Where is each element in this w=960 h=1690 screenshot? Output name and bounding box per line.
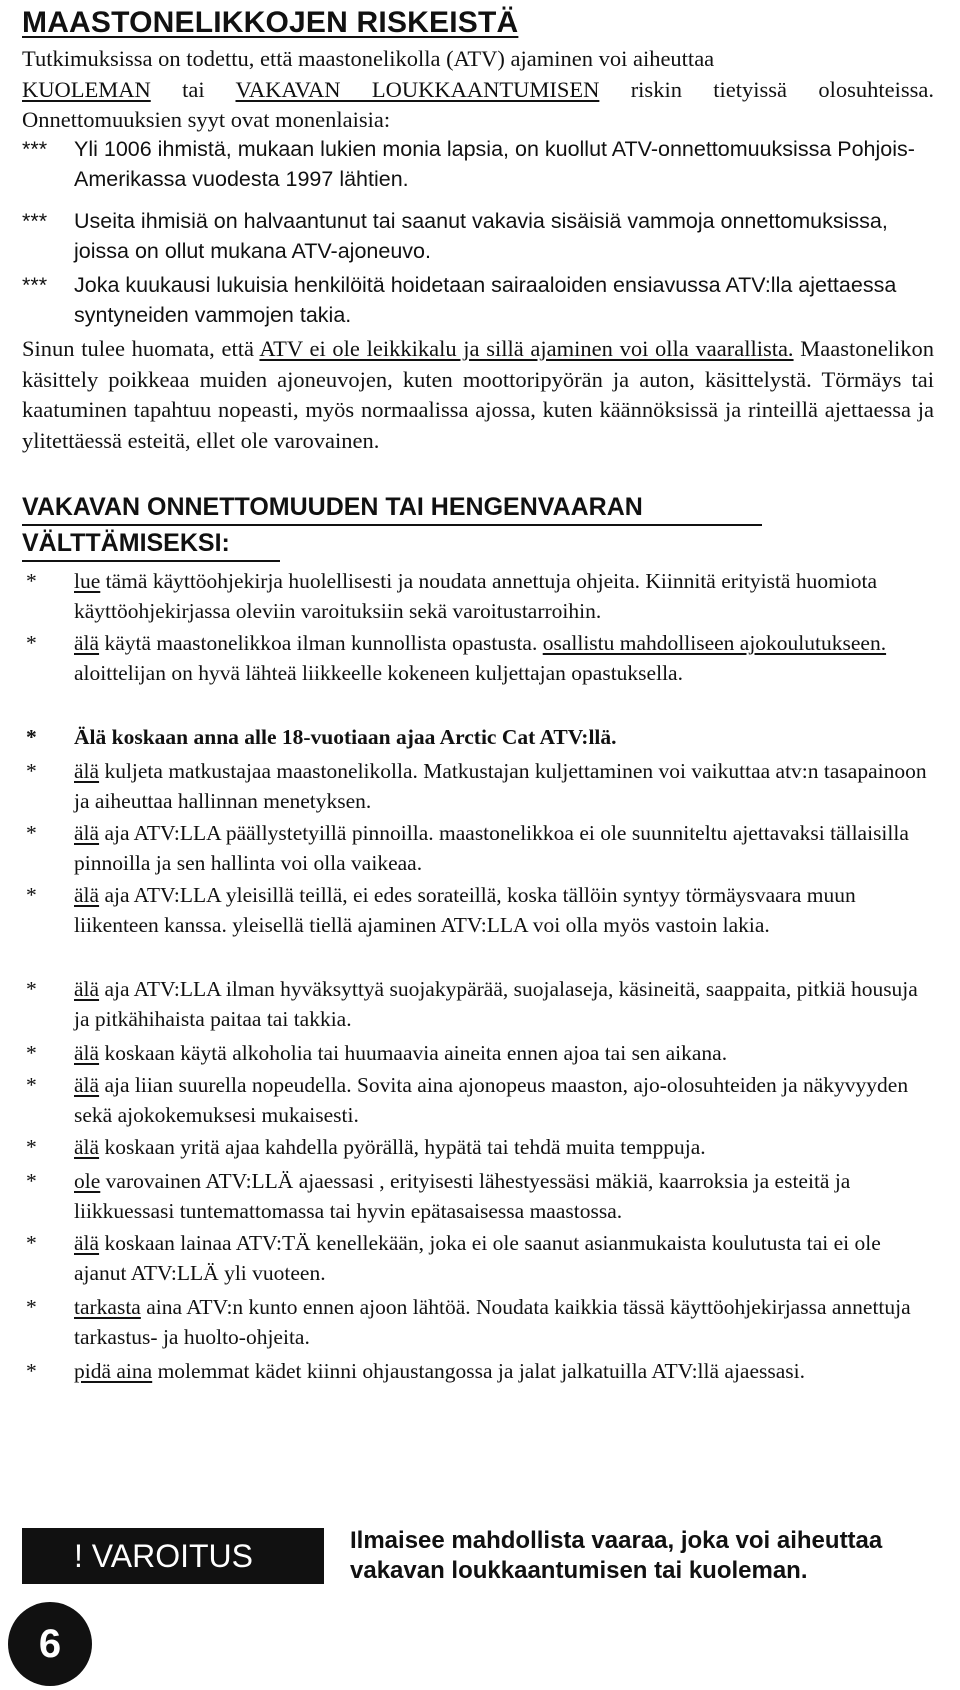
rule-text: lue tämä käyttöohjekirja huolellisesti ja noudata annettuja ohjeita. Kiinnitä erityistä huomiota käyttöohjekirjassa oleviin varoituksiin sekä varoitustarroihin. <box>74 569 878 623</box>
rule-text: älä koskaan yritä ajaa kahdella pyörällä, hypätä tai tehdä muita temppuja. <box>74 1135 706 1159</box>
rule-text: älä aja ATV:LLA ilman hyväksyttyä suojakypärää, suojalaseja, käsineitä, saappaita, pitkiä housuja ja pitkähihaista paitaa tai takkia. <box>74 977 918 1031</box>
rule-text: älä aja ATV:LLA yleisillä teillä, ei edes sorateillä, koska tällöin syntyy törmäysvaara muun liikenteen kanssa. yleisellä tiellä ajaminen ATV:LLA voi olla myös vastoin lakia. <box>74 883 856 937</box>
rule-keyword: älä <box>74 883 100 907</box>
page-title: MAASTONELIKKOJEN RISKEISTÄ <box>22 6 519 39</box>
rule-bullet: * <box>26 977 37 1001</box>
rule-keyword: lue <box>74 569 101 593</box>
rule-text: pidä aina molemmat kädet kiinni ohjaustangossa ja jalat jalkatuilla ATV:llä ajaessasi. <box>74 1359 806 1383</box>
rule-text: älä aja liian suurella nopeudella. Sovita aina ajonopeus maaston, ajo-olosuhteiden ja näkyvyyden sekä ajokokemuksesi mukaisesti. <box>74 1073 909 1127</box>
stat-item: *** Yli 1006 ihmistä, mukaan lukien monia lapsia, on kuollut ATV-onnettomuuksissa Pohjois-Amerikassa vuodesta 1997 lähtien. <box>22 137 915 191</box>
notice-underline: ATV ei ole leikkikalu ja sillä ajaminen voi olla vaarallista. <box>259 336 794 361</box>
section-heading: VAKAVAN ONNETTOMUUDEN TAI HENGENVAARAN VÄLTTÄMISEKSI: <box>22 490 762 562</box>
stat-item: *** Useita ihmisiä on halvaantunut tai saanut vakavia sisäisiä vammoja onnettomuksissa, joissa on ollut mukana ATV-ajoneuvo. <box>22 209 888 263</box>
rule-keyword: älä <box>74 631 100 655</box>
rule-keyword: pidä aina <box>74 1359 153 1383</box>
rule-underline-training: osallistu mahdolliseen ajokoulutukseen. <box>542 631 887 655</box>
warning-description: Ilmaisee mahdollista vaaraa, joka voi aiheuttaa vakavan loukkaantumisen tai kuoleman. <box>350 1527 883 1584</box>
rule-bullet: * <box>26 1231 37 1255</box>
rule-bullet: * <box>26 725 37 749</box>
notice-paragraph: Sinun tulee huomata, että ATV ei ole leikkikalu ja sillä ajaminen voi olla vaarallista. Maastonelikon käsittely poikkeaa muiden ajoneuvojen, kuten moottoripyörän ja auton, käsittelystä. Törmäys tai kaatuminen tapahtuu nopeasti, myös normaalissa ajossa, kuten käännöksissä ja rinteillä ajettaessa ja ylitettäessä esteitä, ellet ole varovainen. <box>22 336 934 453</box>
rule-text: älä kuljeta matkustajaa maastonelikolla. Matkustajan kuljettaminen voi vaikuttaa atv:n tasapainoon ja aiheuttaa hallinnan menetyksen. <box>74 759 927 813</box>
rule-keyword: älä <box>74 1041 100 1065</box>
rule-bullet: * <box>26 1135 37 1159</box>
rule-keyword: älä <box>74 1073 100 1097</box>
rule-text: Älä koskaan anna alle 18-vuotiaan ajaa Arctic Cat ATV:llä. <box>74 725 617 749</box>
rule-text: älä aja ATV:LLA päällystetyillä pinnoilla. maastonelikkoa ei ole suunniteltu ajettavaksi tällaisilla pinnoilla ja sen hallinta voi olla vaikeaa. <box>74 821 909 875</box>
rule-bullet: * <box>26 1041 37 1065</box>
rule-keyword: tarkasta <box>74 1295 141 1319</box>
rule-text: älä käytä maastonelikkoa ilman kunnollista opastusta. osallistu mahdolliseen ajokoulutukseen. aloittelijan on hyvä lähteä liikkeelle kokeneen kuljettajan opastuksella. <box>74 631 887 685</box>
rule-bullet: * <box>26 821 37 845</box>
page-number: 6 <box>8 1602 92 1686</box>
rule-text: tarkasta aina ATV:n kunto ennen ajoon lähtöä. Noudata kaikkia tässä käyttöohjekirjassa annettuja tarkastus- ja huolto-ohjeita. <box>74 1295 911 1349</box>
rule-keyword: älä <box>74 977 100 1001</box>
rule-bullet: * <box>26 1169 37 1193</box>
rule-keyword: älä <box>74 1135 100 1159</box>
rule-text: älä koskaan käytä alkoholia tai huumaavia aineita ennen ajoa tai sen aikana. <box>74 1041 728 1065</box>
rule-bullet: * <box>26 1073 37 1097</box>
rule-bullet: * <box>26 631 37 655</box>
rule-keyword: älä <box>74 1231 100 1255</box>
rule-bullet: * <box>26 569 37 593</box>
rule-bullet: * <box>26 1295 37 1319</box>
intro-underline-death: KUOLEMAN <box>22 76 151 102</box>
rule-bullet: * <box>26 759 37 783</box>
rule-text: älä koskaan lainaa ATV:TÄ kenellekään, joka ei ole saanut asianmukaista koulutusta tai ei ole ajanut ATV:LLÄ yli vuoteen. <box>74 1231 881 1285</box>
rule-bullet: * <box>26 883 37 907</box>
rule-text: ole varovainen ATV:LLÄ ajaessasi , erityisesti lähestyessäsi mäkiä, kaarroksia ja esteitä ja liikkuessasi tuntemattomassa tai hyvin epätasaisessa maastossa. <box>74 1169 851 1223</box>
rule-bullet: * <box>26 1359 37 1383</box>
intro-paragraph: Tutkimuksissa on todettu, että maastonelikolla (ATV) ajaminen voi aiheuttaa KUOLEMAN tai VAKAVAN LOUKKAANTUMISEN riskin tietyissä olosuhteissa. Onnettomuuksien syyt ovat monenlaisia: <box>22 46 934 132</box>
rule-keyword: älä <box>74 759 100 783</box>
warning-label: ! VAROITUS <box>22 1528 324 1584</box>
rule-keyword: ole <box>74 1169 101 1193</box>
rule-keyword: älä <box>74 821 100 845</box>
intro-underline-injury: VAKAVAN LOUKKAANTUMISEN <box>235 76 600 102</box>
stat-item: *** Joka kuukausi lukuisia henkilöitä hoidetaan sairaaloiden ensiavussa ATV:lla ajettaessa syntyneiden vammojen takia. <box>22 273 897 327</box>
